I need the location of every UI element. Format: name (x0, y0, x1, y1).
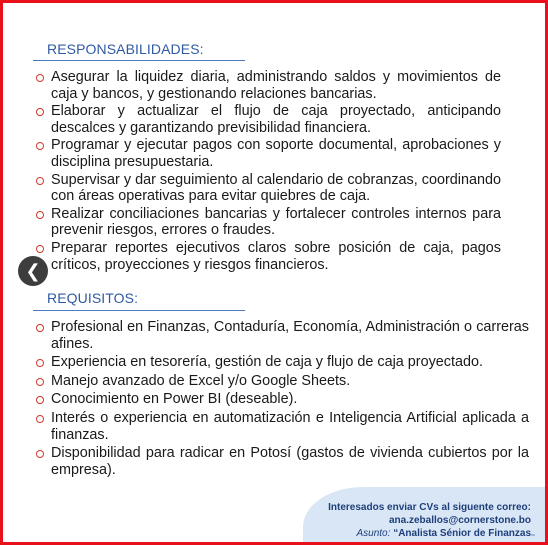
contact-email-link[interactable]: ana.zeballos@cornerstone.bo (388, 515, 531, 526)
list-item: Interés o experiencia en automatización e Inteligencia Artificial aplicada a finanzas. (33, 410, 529, 443)
bullet-circle-icon (36, 245, 44, 253)
requisitos-heading: REQUISITOS: (47, 290, 139, 306)
list-item: Elaborar y actualizar el flujo de caja proyectado, anticipando descalces y garantizando previsibilidad financiera. (33, 103, 501, 136)
list-item: Conocimiento en Power BI (deseable). (33, 391, 529, 408)
corner-mark (531, 534, 535, 536)
list-item: Realizar conciliaciones bancarias y fortalecer controles internos para prevenir riesgos, errores o fraudes. (33, 206, 501, 239)
responsabilidades-divider (33, 60, 245, 61)
bullet-circle-icon (36, 359, 44, 367)
contact-subject (328, 527, 531, 540)
bullet-circle-icon (36, 450, 44, 458)
list-item: Manejo avanzado de Excel y/o Google Sheets. (33, 373, 529, 390)
contact-info (328, 501, 531, 540)
list-item: Disponibilidad para radicar en Potosí (gastos de vivienda cubiertos por la empresa). (33, 445, 529, 478)
list-item: Programar y ejecutar pagos con soporte documental, aprobaciones y disciplina presupuestaria. (33, 137, 501, 170)
list-item: Experiencia en tesorería, gestión de caja y flujo de caja proyectado. (33, 354, 529, 371)
bullet-circle-icon (36, 211, 44, 219)
list-item: Preparar reportes ejecutivos claros sobre posición de caja, pagos críticos, proyecciones y riesgos financieros. (33, 240, 501, 273)
bullet-circle-icon (36, 396, 44, 404)
bullet-circle-icon (36, 74, 44, 82)
bullet-circle-icon (36, 108, 44, 116)
bullet-circle-icon (36, 142, 44, 150)
bullet-circle-icon (36, 415, 44, 423)
subject-label: Asunto: (356, 528, 391, 539)
contact-instructions: Interesados enviar CVs al siguente correo: (328, 502, 531, 513)
previous-slide-button[interactable] (18, 256, 48, 286)
requisitos-list (33, 319, 529, 480)
list-item: Supervisar y dar seguimiento al calendario de cobranzas, coordinando con áreas operativas para evitar quiebres de caja. (33, 172, 501, 205)
list-item: Asegurar la liquidez diaria, administrando saldos y movimientos de caja y bancos, y gestionando relaciones bancarias. (33, 69, 501, 102)
subject-value: “Analista Sénior de Finanzas (393, 528, 531, 539)
responsabilidades-list (33, 69, 501, 274)
bullet-circle-icon (36, 324, 44, 332)
bullet-circle-icon (36, 378, 44, 386)
list-item: Profesional en Finanzas, Contaduría, Economía, Administración o carreras afines. (33, 319, 529, 352)
bullet-circle-icon (36, 177, 44, 185)
chevron-left-icon: ❮ (25, 260, 41, 282)
requisitos-divider (33, 310, 245, 311)
responsabilidades-heading: RESPONSABILIDADES: (47, 41, 204, 57)
